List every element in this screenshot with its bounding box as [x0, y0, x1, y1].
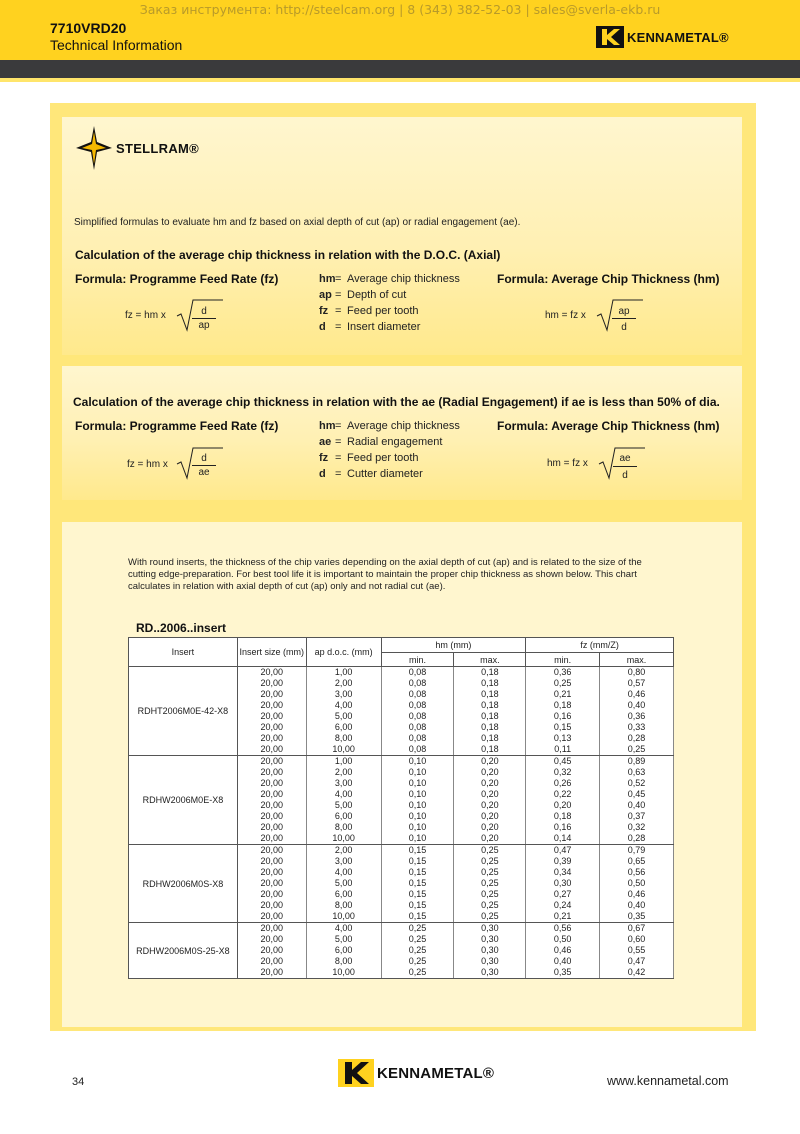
- header-light-strip: [0, 78, 800, 82]
- radial-section-title: Calculation of the average chip thickness in relation with the ae (Radial Engagement) if ae is less than 50% of dia.: [73, 395, 720, 409]
- page-number: 34: [72, 1076, 85, 1088]
- axial-chip-numerator: ap: [618, 306, 630, 317]
- insert-size-cell: 20,00: [237, 833, 306, 845]
- ap-cell: 3,00: [306, 856, 381, 867]
- ap-cell: 10,00: [306, 833, 381, 845]
- fz-max-cell: 0,28: [600, 733, 674, 744]
- footer-kennametal-logo: KENNAMETAL®: [338, 1059, 494, 1087]
- hm-min-cell: 0,10: [381, 833, 454, 845]
- fz-max-cell: 0,57: [600, 678, 674, 689]
- stellram-star-icon: [76, 126, 112, 170]
- ap-cell: 3,00: [306, 778, 381, 789]
- fz-max-cell: 0,63: [600, 767, 674, 778]
- ap-cell: 6,00: [306, 889, 381, 900]
- radial-def-hm: hm= Average chip thickness: [319, 420, 460, 432]
- fz-max-cell: 0,45: [600, 789, 674, 800]
- fz-max-cell: 0,25: [600, 744, 674, 756]
- hm-max-cell: 0,25: [454, 845, 526, 857]
- hm-min-cell: 0,10: [381, 767, 454, 778]
- hm-max-cell: 0,25: [454, 900, 526, 911]
- ap-cell: 2,00: [306, 767, 381, 778]
- table-title: RD..2006..insert: [136, 621, 227, 635]
- fz-max-cell: 0,36: [600, 711, 674, 722]
- hm-min-cell: 0,08: [381, 733, 454, 744]
- hm-max-cell: 0,20: [454, 778, 526, 789]
- hm-max-cell: 0,18: [454, 667, 526, 679]
- axial-chip-fraction-bar: [612, 318, 636, 319]
- fz-min-cell: 0,14: [526, 833, 600, 845]
- hm-max-cell: 0,20: [454, 811, 526, 822]
- ap-cell: 4,00: [306, 867, 381, 878]
- fz-max-cell: 0,35: [600, 911, 674, 923]
- hm-max-cell: 0,25: [454, 867, 526, 878]
- axial-chip-formula: hm = fz x: [545, 310, 586, 321]
- fz-min-cell: 0,45: [526, 756, 600, 768]
- fz-min-cell: 0,16: [526, 822, 600, 833]
- insert-size-cell: 20,00: [237, 923, 306, 935]
- header-fz-max: max.: [600, 653, 674, 667]
- hm-min-cell: 0,10: [381, 800, 454, 811]
- hm-max-cell: 0,20: [454, 756, 526, 768]
- fz-max-cell: 0,46: [600, 689, 674, 700]
- hm-min-cell: 0,08: [381, 722, 454, 733]
- insert-size-cell: 20,00: [237, 689, 306, 700]
- insert-size-cell: 20,00: [237, 911, 306, 923]
- hm-max-cell: 0,30: [454, 945, 526, 956]
- insert-size-cell: 20,00: [237, 889, 306, 900]
- ap-cell: 4,00: [306, 700, 381, 711]
- hm-max-cell: 0,20: [454, 789, 526, 800]
- radial-def-fz: fz = Feed per tooth: [319, 452, 419, 464]
- ap-cell: 6,00: [306, 722, 381, 733]
- ap-cell: 6,00: [306, 945, 381, 956]
- kennametal-k-icon: [338, 1059, 374, 1087]
- table-row: [129, 923, 674, 935]
- ap-cell: 1,00: [306, 667, 381, 679]
- hm-max-cell: 0,20: [454, 800, 526, 811]
- axial-feed-fraction-bar: [192, 318, 216, 319]
- insert-size-cell: 20,00: [237, 756, 306, 768]
- hm-min-cell: 0,08: [381, 744, 454, 756]
- hm-min-cell: 0,25: [381, 956, 454, 967]
- ap-cell: 4,00: [306, 923, 381, 935]
- hm-min-cell: 0,08: [381, 689, 454, 700]
- hm-min-cell: 0,25: [381, 945, 454, 956]
- table-row: [129, 756, 674, 768]
- ap-cell: 10,00: [306, 744, 381, 756]
- axial-feed-formula-title: Formula: Programme Feed Rate (fz): [75, 272, 279, 286]
- hm-min-cell: 0,10: [381, 778, 454, 789]
- fz-max-cell: 0,89: [600, 756, 674, 768]
- insert-size-cell: 20,00: [237, 767, 306, 778]
- radial-def-d: d = Cutter diameter: [319, 468, 423, 480]
- kennametal-k-icon: [596, 26, 624, 48]
- radial-chip-denominator: d: [622, 470, 628, 481]
- fz-max-cell: 0,40: [600, 700, 674, 711]
- fz-min-cell: 0,24: [526, 900, 600, 911]
- fz-max-cell: 0,79: [600, 845, 674, 857]
- insert-size-cell: 20,00: [237, 822, 306, 833]
- fz-min-cell: 0,26: [526, 778, 600, 789]
- fz-max-cell: 0,67: [600, 923, 674, 935]
- hm-min-cell: 0,15: [381, 911, 454, 923]
- header-fz: fz (mm/Z): [526, 638, 674, 653]
- fz-max-cell: 0,40: [600, 900, 674, 911]
- contact-line: Заказ инструмента: http://steelcam.org | 8 (343) 382-52-03 | sales@sverla-ekb.ru: [139, 2, 661, 17]
- insert-size-cell: 20,00: [237, 744, 306, 756]
- fz-min-cell: 0,40: [526, 956, 600, 967]
- fz-min-cell: 0,30: [526, 878, 600, 889]
- header-fz-min: min.: [526, 653, 600, 667]
- fz-min-cell: 0,27: [526, 889, 600, 900]
- fz-max-cell: 0,80: [600, 667, 674, 679]
- hm-min-cell: 0,10: [381, 811, 454, 822]
- kennametal-logo: KENNAMETAL®: [596, 26, 729, 48]
- ap-cell: 8,00: [306, 900, 381, 911]
- ap-cell: 6,00: [306, 811, 381, 822]
- fz-min-cell: 0,35: [526, 967, 600, 979]
- hm-min-cell: 0,15: [381, 845, 454, 857]
- fz-max-cell: 0,37: [600, 811, 674, 822]
- hm-min-cell: 0,08: [381, 678, 454, 689]
- insert-size-cell: 20,00: [237, 667, 306, 679]
- header-ap-doc: ap d.o.c. (mm): [306, 638, 381, 667]
- stellram-wordmark: STELLRAM®: [116, 140, 200, 156]
- ap-cell: 5,00: [306, 800, 381, 811]
- axial-def-fz: fz = Feed per tooth: [319, 305, 419, 317]
- ap-cell: 8,00: [306, 733, 381, 744]
- insert-size-cell: 20,00: [237, 934, 306, 945]
- fz-max-cell: 0,42: [600, 967, 674, 979]
- fz-max-cell: 0,65: [600, 856, 674, 867]
- ap-cell: 1,00: [306, 756, 381, 768]
- insert-size-cell: 20,00: [237, 711, 306, 722]
- radial-feed-denominator: ae: [198, 467, 210, 478]
- fz-max-cell: 0,55: [600, 945, 674, 956]
- radial-chip-fraction-bar: [613, 466, 637, 467]
- fz-min-cell: 0,34: [526, 867, 600, 878]
- fz-max-cell: 0,46: [600, 889, 674, 900]
- insert-size-cell: 20,00: [237, 856, 306, 867]
- hm-min-cell: 0,25: [381, 934, 454, 945]
- table-row: [129, 667, 674, 679]
- document-subtitle: Technical Information: [50, 37, 183, 53]
- hm-min-cell: 0,15: [381, 856, 454, 867]
- fz-min-cell: 0,25: [526, 678, 600, 689]
- ap-cell: 2,00: [306, 678, 381, 689]
- table-body: [129, 667, 674, 979]
- hm-min-cell: 0,10: [381, 822, 454, 833]
- fz-min-cell: 0,36: [526, 667, 600, 679]
- header-hm-max: max.: [454, 653, 526, 667]
- hm-max-cell: 0,30: [454, 956, 526, 967]
- hm-max-cell: 0,18: [454, 689, 526, 700]
- ap-cell: 10,00: [306, 967, 381, 979]
- insert-size-cell: 20,00: [237, 900, 306, 911]
- hm-max-cell: 0,18: [454, 700, 526, 711]
- insert-size-cell: 20,00: [237, 878, 306, 889]
- hm-min-cell: 0,25: [381, 923, 454, 935]
- header-dark-strip: [0, 60, 800, 78]
- header-insert-size: Insert size (mm): [237, 638, 306, 667]
- insert-size-cell: 20,00: [237, 789, 306, 800]
- ap-cell: 8,00: [306, 822, 381, 833]
- hm-min-cell: 0,08: [381, 700, 454, 711]
- intro-text: Simplified formulas to evaluate hm and fz based on axial depth of cut (ap) or radial engagement (ae).: [74, 217, 521, 228]
- axial-feed-numerator: d: [201, 306, 207, 317]
- insert-size-cell: 20,00: [237, 956, 306, 967]
- hm-max-cell: 0,20: [454, 822, 526, 833]
- ap-cell: 5,00: [306, 934, 381, 945]
- insert-size-cell: 20,00: [237, 800, 306, 811]
- fz-min-cell: 0,46: [526, 945, 600, 956]
- fz-min-cell: 0,39: [526, 856, 600, 867]
- hm-max-cell: 0,30: [454, 934, 526, 945]
- radial-feed-formula: fz = hm x: [127, 459, 168, 470]
- hm-min-cell: 0,15: [381, 867, 454, 878]
- radial-feed-numerator: d: [201, 453, 207, 464]
- hm-max-cell: 0,20: [454, 767, 526, 778]
- hm-min-cell: 0,10: [381, 756, 454, 768]
- insert-size-cell: 20,00: [237, 967, 306, 979]
- fz-min-cell: 0,13: [526, 733, 600, 744]
- hm-min-cell: 0,08: [381, 667, 454, 679]
- hm-min-cell: 0,15: [381, 878, 454, 889]
- insert-name-cell: RDHT2006M0E-42-X8: [129, 667, 238, 756]
- table-row: [129, 845, 674, 857]
- hm-min-cell: 0,10: [381, 789, 454, 800]
- hm-max-cell: 0,18: [454, 722, 526, 733]
- fz-min-cell: 0,21: [526, 911, 600, 923]
- fz-max-cell: 0,47: [600, 956, 674, 967]
- radial-def-ae: ae = Radial engagement: [319, 436, 443, 448]
- fz-min-cell: 0,15: [526, 722, 600, 733]
- insert-size-cell: 20,00: [237, 867, 306, 878]
- axial-section-title: Calculation of the average chip thickness in relation with the D.O.C. (Axial): [75, 248, 501, 262]
- fz-min-cell: 0,11: [526, 744, 600, 756]
- ap-cell: 3,00: [306, 689, 381, 700]
- hm-max-cell: 0,25: [454, 911, 526, 923]
- fz-max-cell: 0,56: [600, 867, 674, 878]
- page-header: [0, 0, 800, 60]
- ap-cell: 5,00: [306, 878, 381, 889]
- insert-size-cell: 20,00: [237, 778, 306, 789]
- hm-max-cell: 0,30: [454, 967, 526, 979]
- insert-size-cell: 20,00: [237, 811, 306, 822]
- hm-max-cell: 0,18: [454, 678, 526, 689]
- hm-max-cell: 0,25: [454, 856, 526, 867]
- fz-max-cell: 0,33: [600, 722, 674, 733]
- fz-max-cell: 0,52: [600, 778, 674, 789]
- ap-cell: 5,00: [306, 711, 381, 722]
- insert-name-cell: RDHW2006M0S-25-X8: [129, 923, 238, 979]
- insert-size-cell: 20,00: [237, 733, 306, 744]
- fz-min-cell: 0,18: [526, 811, 600, 822]
- hm-max-cell: 0,30: [454, 923, 526, 935]
- hm-max-cell: 0,20: [454, 833, 526, 845]
- header-hm: hm (mm): [381, 638, 526, 653]
- radial-chip-formula-title: Formula: Average Chip Thickness (hm): [497, 419, 720, 433]
- hm-min-cell: 0,15: [381, 889, 454, 900]
- hm-max-cell: 0,25: [454, 889, 526, 900]
- ap-cell: 4,00: [306, 789, 381, 800]
- radial-chip-formula: hm = fz x: [547, 458, 588, 469]
- insert-size-cell: 20,00: [237, 945, 306, 956]
- radial-feed-formula-title: Formula: Programme Feed Rate (fz): [75, 419, 279, 433]
- axial-feed-denominator: ap: [198, 320, 210, 331]
- hm-min-cell: 0,15: [381, 900, 454, 911]
- insert-data-table: [128, 637, 674, 979]
- fz-max-cell: 0,32: [600, 822, 674, 833]
- fz-min-cell: 0,32: [526, 767, 600, 778]
- fz-min-cell: 0,22: [526, 789, 600, 800]
- hm-max-cell: 0,18: [454, 733, 526, 744]
- hm-min-cell: 0,25: [381, 967, 454, 979]
- insert-size-cell: 20,00: [237, 678, 306, 689]
- insert-name-cell: RDHW2006M0E-X8: [129, 756, 238, 845]
- axial-feed-formula: fz = hm x: [125, 310, 166, 321]
- axial-def-hm: hm= Average chip thickness: [319, 273, 460, 285]
- insert-name-cell: RDHW2006M0S-X8: [129, 845, 238, 923]
- header-hm-min: min.: [381, 653, 454, 667]
- header-insert: Insert: [129, 638, 238, 667]
- hm-max-cell: 0,25: [454, 878, 526, 889]
- fz-max-cell: 0,50: [600, 878, 674, 889]
- insert-size-cell: 20,00: [237, 700, 306, 711]
- ap-cell: 2,00: [306, 845, 381, 857]
- ap-cell: 8,00: [306, 956, 381, 967]
- axial-chip-denominator: d: [621, 322, 627, 333]
- document-code: 7710VRD20: [50, 20, 127, 36]
- fz-min-cell: 0,21: [526, 689, 600, 700]
- fz-min-cell: 0,20: [526, 800, 600, 811]
- fz-max-cell: 0,40: [600, 800, 674, 811]
- insert-size-cell: 20,00: [237, 845, 306, 857]
- axial-def-d: d = Insert diameter: [319, 321, 421, 333]
- hm-max-cell: 0,18: [454, 711, 526, 722]
- radial-feed-fraction-bar: [192, 465, 216, 466]
- insert-size-cell: 20,00: [237, 722, 306, 733]
- stellram-logo: [76, 126, 199, 170]
- axial-chip-formula-title: Formula: Average Chip Thickness (hm): [497, 272, 720, 286]
- website-link[interactable]: www.kennametal.com: [607, 1074, 729, 1088]
- hm-max-cell: 0,18: [454, 744, 526, 756]
- fz-min-cell: 0,18: [526, 700, 600, 711]
- radial-chip-numerator: ae: [619, 453, 631, 464]
- hm-min-cell: 0,08: [381, 711, 454, 722]
- fz-min-cell: 0,56: [526, 923, 600, 935]
- fz-max-cell: 0,60: [600, 934, 674, 945]
- fz-min-cell: 0,47: [526, 845, 600, 857]
- fz-max-cell: 0,28: [600, 833, 674, 845]
- axial-def-ap: ap = Depth of cut: [319, 289, 407, 301]
- fz-min-cell: 0,50: [526, 934, 600, 945]
- round-insert-paragraph: With round inserts, the thickness of the chip varies depending on the axial depth of cut (ap) and is related to the size of the cutting edge-preparation. For best tool life it is important to maintain the proper chip thickness as shown below. This chart calculates in relation with axial depth of cut (ap) only and not radial cut (ae).: [128, 557, 642, 592]
- fz-min-cell: 0,16: [526, 711, 600, 722]
- ap-cell: 10,00: [306, 911, 381, 923]
